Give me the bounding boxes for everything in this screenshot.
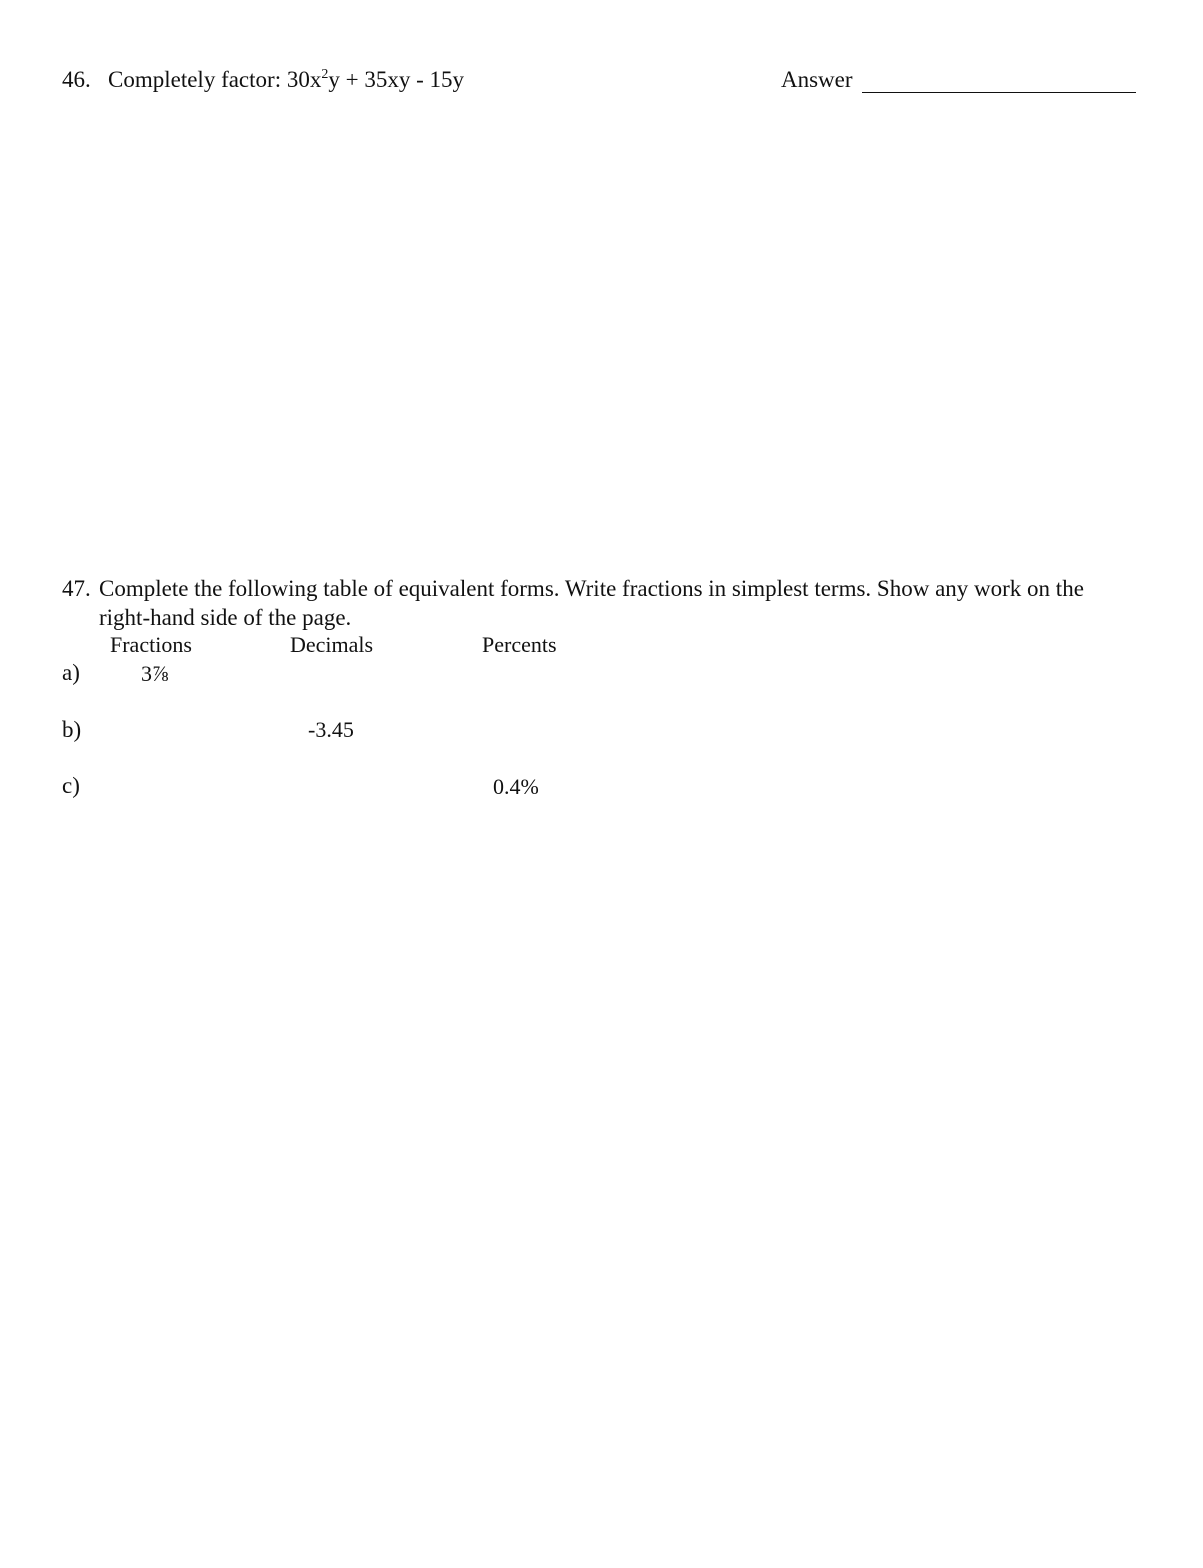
column-header-decimals: Decimals — [290, 632, 374, 657]
cell-decimal-b: -3.45 — [308, 717, 354, 742]
question-number: 47. — [62, 576, 91, 601]
cell-percent-c: 0.4% — [493, 774, 539, 799]
question-prompt-line-2: right-hand side of the page. — [99, 605, 352, 630]
question-prompt: Completely factor: $30x^2y + 35xy - 15y$ — [108, 67, 464, 92]
answer-blank-line[interactable] — [862, 92, 1136, 93]
exponent: 2 — [321, 67, 329, 82]
row-label-b: b) — [62, 717, 82, 742]
column-header-fractions: Fractions — [110, 632, 192, 657]
row-label-c: c) — [62, 773, 80, 798]
question-prompt-line-1: Complete the following table of equivalent forms. Write fractions in simplest terms. Show any work on the — [99, 576, 1084, 601]
answer-label: Answer — [781, 67, 853, 92]
question-number: 46. — [62, 67, 91, 92]
row-label-a: a) — [62, 660, 80, 685]
column-header-percents: Percents — [482, 632, 557, 657]
cell-fraction-a: 3⅞ — [141, 661, 169, 686]
question-46 — [62, 66, 464, 94]
